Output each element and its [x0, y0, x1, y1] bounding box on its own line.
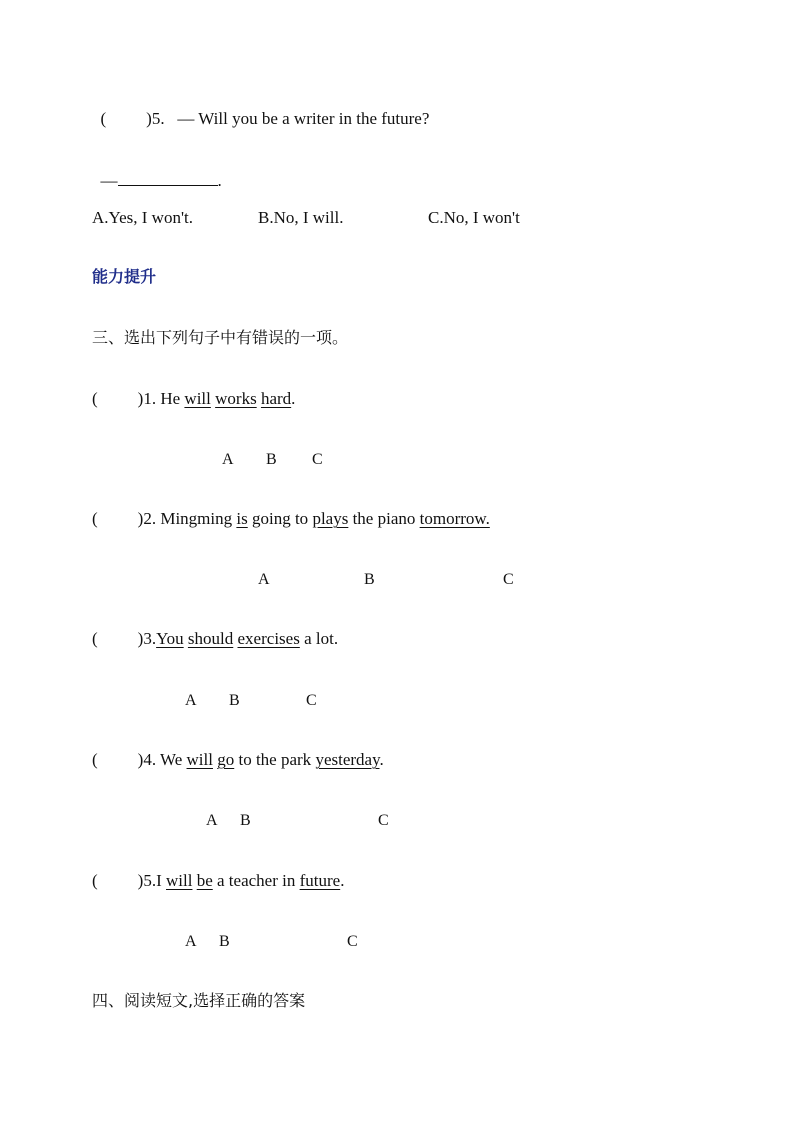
label-a: A: [206, 812, 218, 829]
error-item-1: ( )1. He will works hard.: [92, 389, 296, 408]
error-item-4: ( )4. We will go to the park yesterday.: [92, 750, 384, 769]
underlined-part-b: works: [215, 389, 257, 408]
answer-dash: —: [100, 171, 118, 190]
dash: —: [177, 109, 195, 128]
underlined-part-c: yesterday: [315, 750, 380, 769]
section-3-title: 三、选出下列句子中有错误的一项。: [92, 328, 349, 347]
section-heading: 能力提升: [92, 267, 157, 286]
label-b: B: [240, 812, 251, 829]
underlined-part-b: go: [217, 750, 235, 769]
underlined-part-c: exercises: [237, 629, 300, 648]
label-a: A: [258, 571, 270, 588]
option-a: A.Yes, I won't.: [92, 208, 193, 227]
underlined-part-b: should: [187, 629, 234, 648]
answer-line: — .: [100, 171, 222, 190]
option-c: C.No, I won't: [428, 208, 520, 227]
label-a: A: [222, 451, 234, 468]
label-c: C: [312, 451, 323, 468]
error-item-3: ( )3.You should exercises a lot.: [92, 629, 339, 648]
error-item-5: ( )5.I will be a teacher in future.: [92, 871, 345, 890]
question-number: )5.: [146, 109, 165, 128]
underlined-part-b: plays: [312, 509, 349, 528]
question-text: Will you be a writer in the future?: [198, 109, 430, 128]
label-c: C: [306, 692, 317, 709]
label-a: A: [185, 933, 197, 950]
label-c: C: [378, 812, 389, 829]
underlined-part-a: will: [166, 871, 193, 890]
label-b: B: [229, 692, 240, 709]
error-item-2: ( )2. Mingming is going to plays the piano tomorrow.: [92, 509, 490, 528]
underlined-part-c: tomorrow.: [419, 509, 490, 528]
question-5: [92, 86, 429, 130]
label-c: C: [347, 933, 358, 950]
underlined-part-a: You: [156, 629, 184, 648]
option-b: B.No, I will.: [258, 208, 344, 227]
label-b: B: [266, 451, 277, 468]
underlined-part-a: is: [236, 509, 248, 528]
underlined-part-a: will: [184, 389, 211, 408]
answer-blank: [118, 169, 218, 186]
underlined-part-c: future: [299, 871, 341, 890]
answer-paren-open: (: [100, 109, 107, 128]
underlined-part-c: hard: [260, 389, 292, 408]
label-b: B: [364, 571, 375, 588]
label-c: C: [503, 571, 514, 588]
underlined-part-a: will: [186, 750, 213, 769]
label-a: A: [185, 692, 197, 709]
label-b: B: [219, 933, 230, 950]
underlined-part-b: be: [196, 871, 213, 890]
section-4-title: 四、阅读短文,选择正确的答案: [92, 991, 306, 1010]
